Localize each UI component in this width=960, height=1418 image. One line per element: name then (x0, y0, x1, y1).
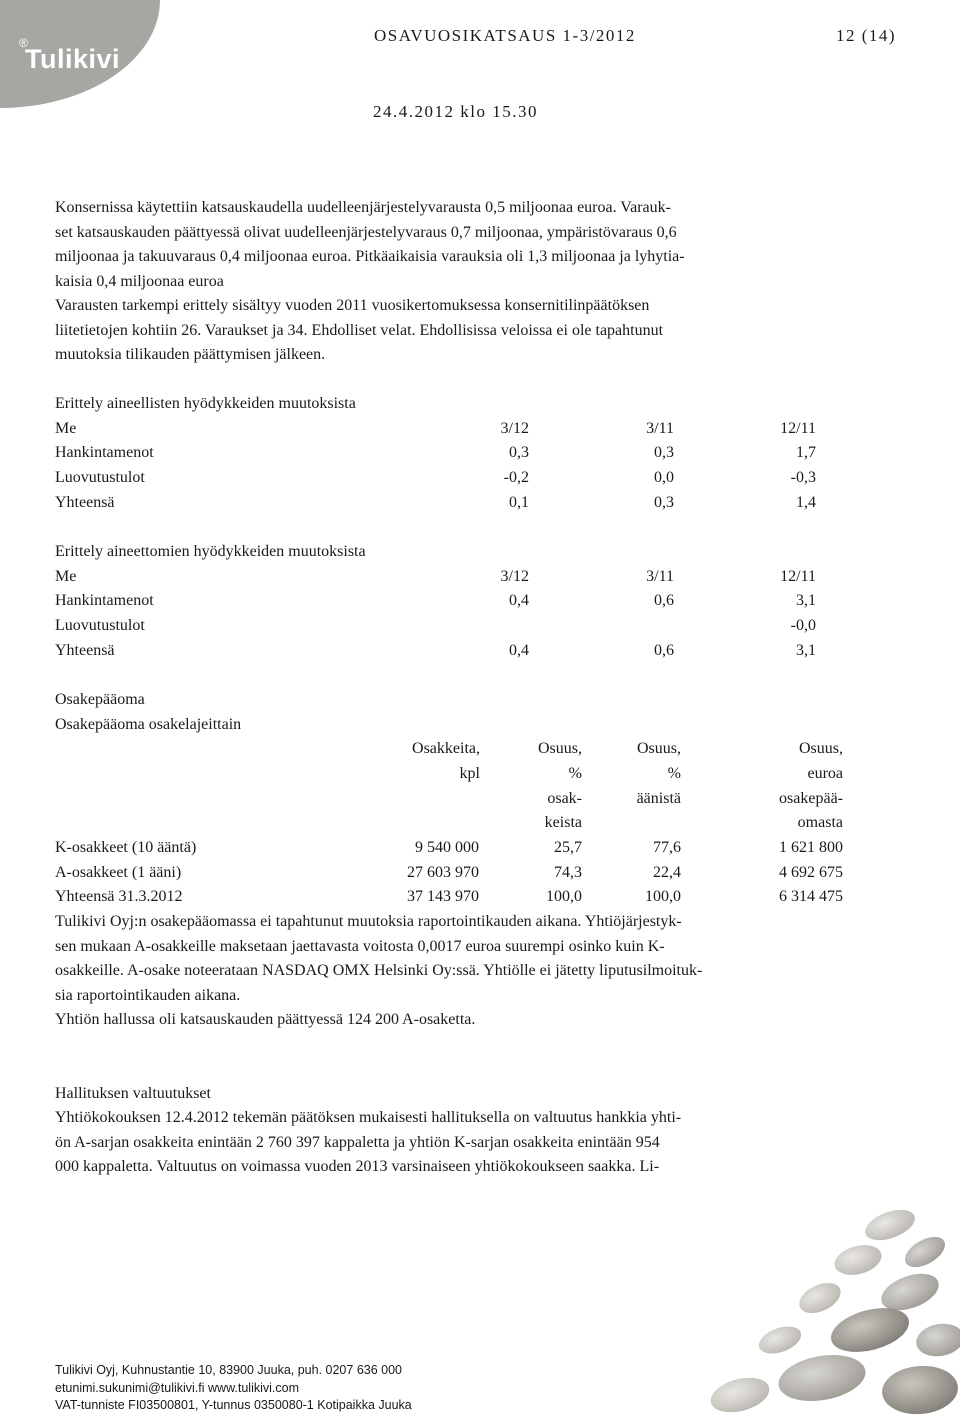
text-line: sen mukaan A-osakkeille maksetaan jaettavasta voitosta 0,0017 euroa suurempi osinko kuin K- (55, 937, 665, 955)
cell: 77,6 (653, 839, 681, 856)
section-title: Osakepääoma (55, 690, 145, 708)
cell: -0,0 (790, 617, 816, 634)
column-header: 12/11 (780, 567, 816, 585)
page-number: 12 (14) (836, 26, 897, 45)
footer (55, 1362, 412, 1415)
board-authorizations-section (55, 1082, 907, 1180)
footer-address: Tulikivi Oyj, Kuhnustantie 10, 83900 Juuka, puh. 0207 636 000 (55, 1363, 402, 1377)
cell: 0,6 (654, 592, 674, 610)
column-header: äänistä (636, 789, 681, 807)
column-header: 3/12 (500, 567, 529, 585)
cell: 0,3 (654, 493, 674, 511)
cell: 0,4 (509, 641, 529, 659)
cell: 4 692 675 (779, 863, 843, 881)
table-row (55, 885, 907, 910)
cell: 6 314 475 (779, 888, 843, 906)
registered-mark: ® (19, 36, 28, 50)
footer-vat: VAT-tunniste FI03500801, Y-tunnus 0350080-1 Kotipaikka Juuka (55, 1398, 412, 1412)
text-line: Yhtiön hallussa oli katsauskauden päättyessä 124 200 A-osaketta. (55, 1011, 476, 1029)
cell: 0,3 (654, 444, 674, 462)
cell: -0,2 (503, 469, 529, 487)
table-header-row (55, 762, 907, 787)
column-header: Me (55, 419, 77, 437)
text-line: Tulikivi Oyj:n osakepääomassa ei tapahtunut muutoksia raportointikauden aikana. Yhtiöjärjestyk- (55, 913, 682, 931)
cell: 25,7 (554, 839, 582, 856)
column-header: Me (55, 567, 77, 585)
share-capital-text (55, 910, 907, 1033)
row-label: Yhteensä (55, 641, 115, 659)
text-line: ön A-sarjan osakkeita enintään 2 760 397 kappaletta ja yhtiön K-sarjan osakkeita enintään 954 (55, 1133, 660, 1151)
cell: 22,4 (653, 863, 681, 881)
column-header: kpl (459, 764, 480, 782)
row-label: Yhteensä 31.3.2012 (55, 888, 183, 906)
share-capital-section (55, 688, 907, 1033)
column-header: 3/12 (500, 419, 529, 437)
table-header-row (55, 787, 907, 812)
row-label: K-osakkeet (10 ääntä) (55, 839, 197, 856)
column-header: keista (544, 814, 582, 832)
row-label: A-osakkeet (1 ääni) (55, 863, 182, 881)
row-label: Hankintamenot (55, 444, 154, 462)
cell: 74,3 (554, 863, 582, 881)
cell: 1,4 (796, 493, 816, 511)
column-header: osak- (547, 789, 582, 807)
document-body (55, 196, 907, 1180)
cell: 100,0 (546, 888, 582, 906)
column-header: % (568, 764, 582, 782)
cell: 1 621 800 (779, 839, 843, 856)
text-line: sia raportointikauden aikana. (55, 986, 241, 1004)
table-row (55, 861, 907, 886)
column-header: euroa (807, 764, 843, 782)
column-header: osakepää- (779, 789, 843, 807)
cell: 0,4 (509, 592, 529, 610)
column-header: 3/11 (646, 567, 674, 585)
row-label: Yhteensä (55, 493, 115, 511)
cell: 37 143 970 (407, 888, 479, 906)
company-logo (0, 0, 160, 108)
text-line: muutoksia tilikauden päättymisen jälkeen. (55, 346, 326, 363)
table-header-row (55, 417, 907, 442)
text-line: kaisia 0,4 miljoonaa euroa (55, 272, 224, 290)
cell: 3,1 (796, 592, 816, 610)
cell: 3,1 (796, 641, 816, 659)
column-header: 3/11 (646, 419, 674, 437)
table-row (55, 441, 907, 466)
logo-text: Tulikivi (25, 44, 121, 74)
table-header-row (55, 737, 907, 762)
table-header-row (55, 565, 907, 590)
table-title: Erittely aineellisten hyödykkeiden muutoksista (55, 395, 356, 412)
report-title: OSAVUOSIKATSAUS 1-3/2012 (374, 26, 636, 45)
text-line: liitetietojen kohtiin 26. Varaukset ja 34. Ehdolliset velat. Ehdollisissa veloissa ei ole tapahtunut (55, 321, 664, 339)
tangible-assets-table (55, 392, 907, 515)
column-header: Osuus, (537, 740, 582, 758)
footer-contact: etunimi.sukunimi@tulikivi.fi www.tulikivi.com (55, 1380, 299, 1395)
row-label: Hankintamenot (55, 592, 154, 610)
text-line: Yhtiökokouksen 12.4.2012 tekemän päätöksen mukaisesti hallituksella on valtuutus hankkia yhti- (55, 1109, 682, 1127)
table-title: Erittely aineettomien hyödykkeiden muutoksista (55, 542, 366, 560)
row-label: Luovutustulot (55, 469, 145, 487)
cell: 9 540 000 (415, 839, 479, 856)
row-label: Luovutustulot (55, 617, 145, 634)
cell: 0,0 (654, 469, 674, 487)
table-row (55, 589, 907, 614)
text-line: Varausten tarkempi erittely sisältyy vuoden 2011 vuosikertomuksessa konsernitilinpäätöksen (55, 297, 650, 314)
section-title: Hallituksen valtuutukset (55, 1084, 211, 1102)
table-row (55, 639, 907, 664)
table-header-row (55, 811, 907, 836)
column-header: Osuus, (636, 740, 681, 758)
text-line: osakkeille. A-osake noteerataan NASDAQ OMX Helsinki Oy:ssä. Yhtiölle ei jätetty liputusilmoituk- (55, 962, 703, 980)
column-header: 12/11 (780, 419, 816, 437)
intangible-assets-table (55, 540, 907, 663)
stones-decoration-icon (590, 1190, 960, 1418)
text-line: Konsernissa käytettiin katsauskaudella uudelleenjärjestelyvarausta 0,5 miljoonaa euroa. Varauk- (55, 199, 671, 216)
column-header: omasta (797, 814, 843, 832)
column-header: Osakkeita, (412, 740, 480, 758)
column-header: Osuus, (798, 740, 843, 758)
cell: -0,3 (790, 469, 816, 487)
table-row (55, 614, 907, 639)
text-line: miljoonaa ja takuuvaraus 0,4 miljoonaa euroa. Pitkäaikaisia varauksia oli 1,3 miljoonaa ja lyhytia- (55, 248, 685, 265)
cell: 0,6 (654, 641, 674, 659)
table-row (55, 491, 907, 516)
cell: 0,1 (509, 493, 529, 511)
text-line: 000 kappaletta. Valtuutus on voimassa vuoden 2013 varsinaiseen yhtiökokoukseen saakka. Li- (55, 1158, 660, 1176)
cell: 100,0 (645, 888, 681, 906)
cell: 0,3 (509, 444, 529, 462)
table-row (55, 466, 907, 491)
provisions-paragraph (55, 196, 907, 368)
cell: 27 603 970 (407, 863, 479, 881)
section-subtitle: Osakepääoma osakelajeittain (55, 715, 242, 733)
column-header: % (667, 764, 681, 782)
cell: 1,7 (796, 444, 816, 462)
report-date: 24.4.2012 klo 15.30 (373, 102, 538, 121)
text-line: set katsauskauden päättyessä olivat uudelleenjärjestelyvaraus 0,7 miljoonaa, ympäristövaraus 0,6 (55, 223, 677, 241)
table-row (55, 836, 907, 861)
